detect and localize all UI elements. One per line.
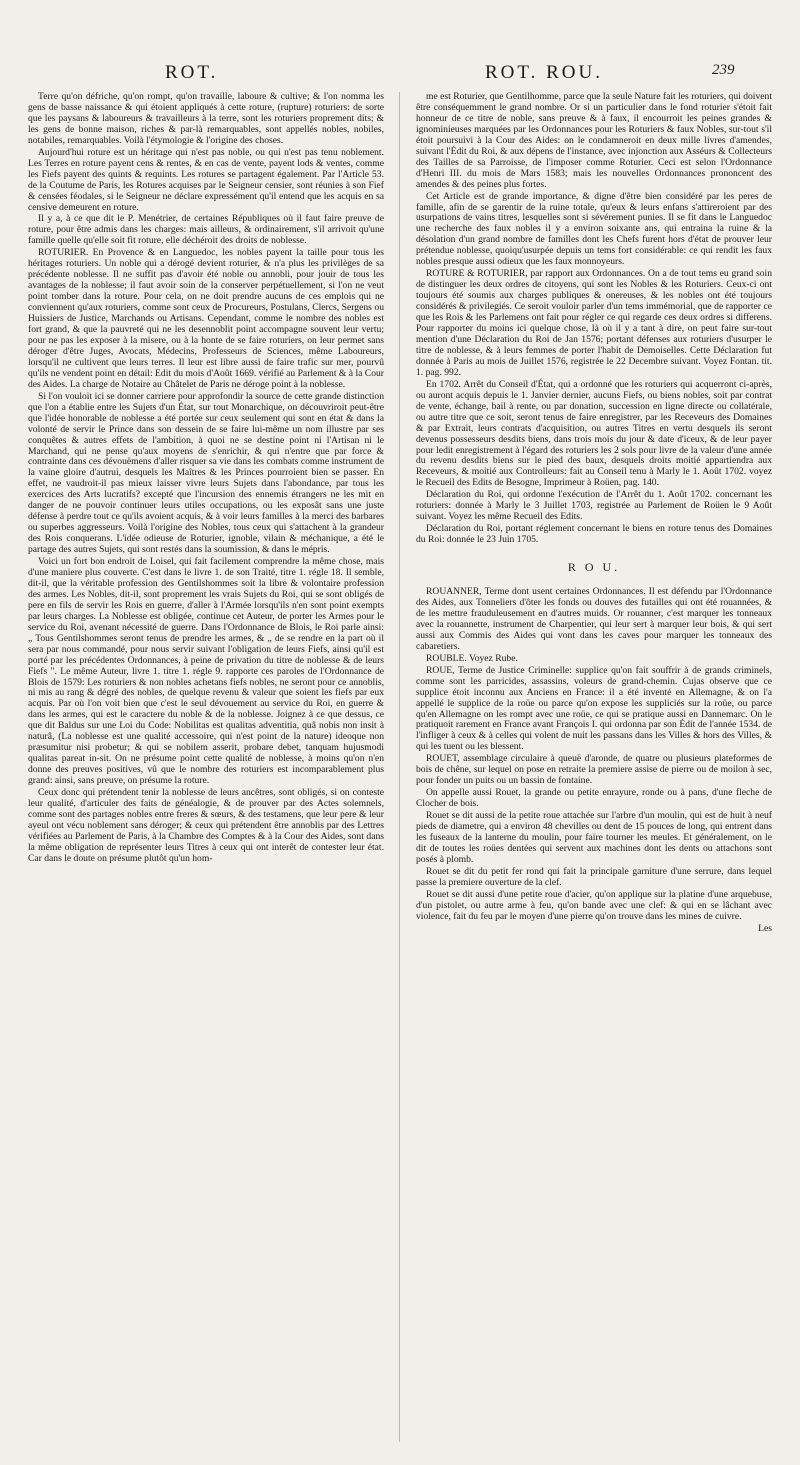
left-column <box>28 92 384 1447</box>
paragraph: Voici un fort bon endroit de Loisel, qui fait facilement comprendre la même chose, mais d'une maniere plus couverte. C'est dans le livre 1. de son Traité, titre 1. régle 18. Il semble, dit-il, que la véritable profession des Gentilshommes soit la libre & volontaire profession des armes. Les Nobles, dit-il, sont proprement les vrais Sujets du Roi, qui se sont obligés de pere en fils de servir les Rois en guerre, d'aller à l'Armée lorsqu'ils n'en sont point exempts par leurs charges. La Noblesse est obligée, continue cet Auteur, de porter les Armes pour le service du Roi, avenant nécessité de guerre. Dans l'Ordonnance de Blois, le Roi parle ainsi: „ Tous Gentilshommes seront tenus de prendre les armes, & „ de se rendre en la part où il sera par nous commandé, pour nous servir suivant l'obligation de leurs Fiefs, ainsi qu'il est porté par les précédentes Ordonnances, à peine de privation du titre de noblesse & de leurs Fiefs ". Le même Auteur, livre 1. titre 1. régle 9. rapporte ces paroles de l'Ordonnance de Blois de 1579: Les roturiers & non nobles achetans fiefs nobles, ne seront pour ce annoblis, ni mis au rang & dégré des nobles, de quelque revenu & valeur que soient les fiefs par eux acquis. Par où l'on voit bien que c'est le seul dévouement au service du Roi, en guerre & dans les armes, qui est le caractere du noble & de la noblesse. Joignez à ce que dessus, ce que dit Baldus sur une Loi du Code: Nobilitas est qualitas adventitia, quâ nobis non insit à naturâ, (La noblesse est une qualité accessoire, qui n'est point de la nature) ideoque non præsumitur nisi probetur; & qui se nobilem asserit, probare debet, tanquam hujusmodi qualitas pareat in-sit. On ne présume point cette qualité de noblesse, à moins qu'on n'en donne des preuves positives, vû que le nombre des roturiers est incomparablement plus grand: ainsi, sans preuve, on présume la roture. <box>28 556 384 787</box>
header-right: ROT. ROU. <box>485 62 603 83</box>
paragraph: ROUBLE. Voyez Rube. <box>426 652 518 664</box>
paragraph: Il y a, à ce que dit le P. Menétrier, de certaines Républiques où il faut faire preuve de roture, pour être admis dans les charges: mais ailleurs, & ordinairement, s'il arrivoit qu'une famille quelle qu'elle soit fit roture, elle déchéroit des droits de noblesse. <box>28 213 384 247</box>
paragraph: Déclaration du Roi, portant réglement concernant le biens en roture tenus des Domaines du Roi: donnée le 23 Juin 1705. <box>416 523 772 546</box>
paragraph: Déclaration du Roi, qui ordonne l'exécution de l'Arrêt du 1. Août 1702. concernant les roturiers: donnée à Marly le 3 Juillet 1703, registrée au Parlement de Roüen le 9 Août suivant. Voyez les même Recueil des Edits. <box>416 489 772 523</box>
right-column <box>416 92 772 1447</box>
page-number: 239 <box>712 62 735 78</box>
paragraph: ROTURIER. En Provence & en Languedoc, les nobles payent la taille pour tous les héritages roturiers. Un noble qui a dérogé devient roturier, & n'a plus les privilèges de sa précédente noblesse. Il ne suffit pas d'avoir été noble ou annobli, pour jouir de tous les avantages de la noblesse; il faut avoir soin de la conserver perpétuellement, si l'on ne veut point tomber dans la roture. Pour cela, on ne doit prendre aucuns de ces emplois qui ne conviennent qu'aux roturiers, comme sont ceux de Procureurs, Postulans, Clercs, Sergens ou Huissiers de Justice, Marchands ou Artisans. Cependant, comme le nombre des nobles est fort grand, & que la pauvreté qui ne les desennoblit point accompagne souvent leur vertu; pour ne pas les exposer à la misere, ou à la honte de se faire roturiers, on leur permet sans déroger d'être Juges, Avocats, Médecins, Professeurs de Sciences, même Laboureurs, lorsqu'il ne cultivent que leurs terres. Il leur est libre aussi de faire trafic sur mer, pourvû qu'ils ne vendent point en détail: Edit du mois d'Août 1669. vérifié au Parlement & à la Cour des Aides. La charge de Notaire au Châtelet de Paris ne déroge point à la noblesse. <box>28 247 384 390</box>
paragraph: me est Roturier, que Gentilhomme, parce que la seule Nature fait les roturiers, qui doivent être conséquemment le grand nombre. Or si un particulier dans le fond roturier s'étoit fait honneur de ce titre de noble, sans preuve & à faux, il encourroit les peines grandes & ignominieuses marquées par les Ordonnances pour les Roturiers & faux Nobles, sur-tout s'il étoit poursuivi à la Cour des Aides: on le condamneroit en deux mille livres d'amendes, suivant l'Édit du Roi, & aux dépens de l'instance, avec injonction aux Asséurs & Collecteurs des Tailles de sa Parroisse, de l'imposer comme Roturier. Ceci est selon l'Ordonnance d'Henri III. du mois de Mars 1583; mais les nouvelles Ordonnances prononcent des amendes & des peines plus fortes. <box>416 92 772 190</box>
paragraph: Ceux donc qui prétendent tenir la noblesse de leurs ancêtres, sont obligés, si on conteste leur qualité, d'articuler des faits de généalogie, & de prouver par des Actes solemnels, comme sont des partages nobles entre freres & sœurs, & des testamens, que leur pere & leur ayeul ont vécu noblement sans déroger; & ceux qui prétendent être annoblis par des Lettres vérifiées au Parlement de Paris, à la Chambre des Comptes & à la Cour des Aides, sont dans la même obligation de représenter leurs Titres à ceux qui ont interêt de contester leur état. Car dans le doute on présume plutôt qu'un hom- <box>28 787 384 864</box>
catchword: Les <box>758 922 772 934</box>
section-heading: R O U. <box>567 560 621 575</box>
paragraph: En 1702. Arrêt du Conseil d'État, qui a ordonné que les roturiers qui acquerront ci-après, ou auront acquis depuis le 1. Janvier dernier, aucuns Fiefs, ou biens nobles, soit par contrat de vente, échange, bail à rente, ou par donation, succession en ligne directe ou collatérale, ou autre titre que ce soit, seront tenus de faire enregistrer, par les Receveurs des Domaines & par Extrait, leurs contrats d'acquisition, ou autres Titres en vertu desquels ils seront devenus possesseurs desdits biens, dans trois mois du jour & date d'iceux, & de leur payer pour ledit enregistrement à l'égard des roturiers les 2 sols pour livre de la valeur d'une année du revenu desdits biens sur le pied des baux, desquels droits moitié appartiendra aux Receveurs, & moitié aux Controlleurs: fait au Conseil tenu à Marly le 1. Août 1702. voyez le Recueil des Edits de Besogne, Imprimeur à Roüen, pag. 140. <box>416 378 772 489</box>
paragraph: Rouet se dit aussi de la petite roue attachée sur l'arbre d'un moulin, qui est de huit à neuf pieds de diametre, qui a environ 48 chevilles ou dent de 15 pouces de long, qui entrent dans les fuseaux de la lanterne du moulin, pour faire tourner les meules. Et généralement, on le dit de toutes les roües dentées qui servent aux machines dont les dents ou attachons sont posés à plomb. <box>416 810 772 865</box>
paragraph: On appelle aussi Rouet, la grande ou petite enrayure, ronde ou à pans, d'une fleche de Clocher de bois. <box>416 787 772 810</box>
paragraph: ROUANNER, Terme dont usent certaines Ordonnances. Il est défendu par l'Ordonnance des Aides, aux Tonneliers d'ôter les fonds ou douves des futailles qui ont été rouannées, & de les mettre frauduleusement en d'autres muids. Or rouanner, c'est marquer les tonneaux avec la rouannette, instrument de Charpentier, qui leur sert à marquer leur bois, & qui sert aussi aux Commis des Aides qui vont dans les caves pour marquer les tonneaux des cabaretiers. <box>416 586 772 652</box>
running-header <box>0 62 800 86</box>
column-divider <box>399 92 400 1442</box>
paragraph: Si l'on vouloit ici se donner carriere pour approfondir la source de cette grande distinction que l'on a établie entre les Sujets d'un État, sur tout Monarchique, on découvriroit peut-être que l'idée honorable de noblesse a été portée sur ceux seulement qui sont en état & dans la volonté de servir le Prince dans son dessein de se faire lui-même un nom illustre par ses conquêtes & autres effets de l'ambition, à quoi ne se destine point ni l'Artisan ni le Marchand, qui ne pense qu'aux moyens de s'enrichir, & qui n'entre que par force & contrainte dans ces dévouëmens d'aller risquer sa vie dans les combats comme instrument de la vaine gloire d'autrui, desquels les Maîtres & les Princes pourroient bien se passer. En effet, ne vaudroit-il pas mieux laisser vivre leurs Sujets dans l'abondance, par tous les exercices des Arts lucratifs? excepté que l'incursion des ennemis étrangers ne les mit en danger de ne pouvoir continuer leurs utiles occupations, ou les exposât sans une juste défense à perdre tout ce qu'ils avoient acquis, & à voir leurs familles à la merci des barbares ou superbes aggresseurs. Voilà l'origine des Nobles, tous ceux qui s'attachent à la grandeur des Rois conquerans. L'idée odieuse de Roturier, ignoble, vilain & méchanique, a été le partage des autres Sujets, qui sont restés dans la soumission, & dans le mépris. <box>28 390 384 556</box>
paragraph: ROTURE & ROTURIER, par rapport aux Ordonnances. On a de tout tems eu grand soin de distinguer les deux ordres de citoyens, qui sont les Nobles & les Roturiers. Ceux-ci ont toujours été soumis aux charges publiques & onereuses, & les nobles ont été toujours considérés & privilegiés. Ce seroit vouloir parler d'un tems immémorial, que de rapporter ce que les Rois & les Parlemens ont fait pour régler ce qui regarde ces deux ordres si differens. Pour rapporter du moins ici quelque chose, là où il y a tant à dire, on peut faire sur-tout mention d'une Déclaration du Roi de Jan 1576; portant défenses aux roturiers d'usurper le titre de noblesse, & à leurs femmes de porter l'habit de Demoiselles. Cette Déclaration fut donnée à Paris au mois de Juillet 1576, registrée le 22 Decembre suivant. Voyez Fontan. tit. 1. pag. 992. <box>416 268 772 378</box>
paragraph: ROUET, assemblage circulaire à queuë d'aronde, de quatre ou plusieurs plateformes de bois de chêne, sur lequel on pose en retraite la premiere assise de pierre ou de moilon à sec, pour fonder un puits ou un bassin de fontaine. <box>416 753 772 787</box>
paragraph: Rouet se dit du petit fer rond qui fait la principale garniture d'une serrure, dans lequel passe la premiere ouverture de la clef. <box>416 865 772 888</box>
paragraph: ROUE, Terme de Justice Criminelle: supplice qu'on fait souffrir à de grands criminels, comme sont les parricides, assassins, voleurs de grand-chemin. Cujas observe que ce supplice étoit inconnu aux Anciens en France: il a été inventé en Allemagne, & on l'a appellé le supplice de la roüe ou parce qu'on expose les suppliciés sur la roüe, ou parce qu'en Allemagne on les rompt avec une roüe, ce qui se pratique aussi en Dannemarc. On le pratiquoit rarement en France avant François I. qui ordonna par son Édit de l'année 1534. de l'infliger à ceux & à celles qui volent de nuit les passans dans les Villes & hors des Villes, & qui les tuent ou les blessent. <box>416 664 772 753</box>
paragraph: Cet Article est de grande importance, & digne d'être bien considéré par les peres de famille, afin de se garentir de la ruine totale, qu'eux & leurs enfans s'attireroient par des usurpations de vains titres, lesquelles sont si sévérement punies. Il se fit dans le Languedoc une recherche des faux nobles il y a environ soixante ans, qui entraina la ruine & la désolation d'un grand nombre de familles dont les Chefs furent hors d'état de prouver leur prétendue noblesse, quoiqu'usurpée depuis un tems fort considérable: ce qui rendit les faux nobles presque aussi odieux que les faux monnoyeurs. <box>416 190 772 268</box>
paragraph: Aujourd'hui roture est un héritage qui n'est pas noble, ou qui n'est pas tenu noblement. Les Terres en roture payent cens & rentes, & en cas de vente, payent lods & ventes, comme les Fiefs payent des quints & requints. Les rotures se partagent également. Par l'Article 53. de la Coutume de Paris, les Rotures acquises par le Seigneur censier, sont réunies à son Fief & censées féodales, si le Seigneur ne déclare expressément qu'il entend que les acquis en sa censive demeurent en roture. <box>28 146 384 213</box>
paragraph: Rouet se dit aussi d'une petite roue d'acier, qu'on applique sur la platine d'une arquebuse, d'un pistolet, ou autre arme à feu, qu'on bande avec une clef: & qui en se lâchant avec violence, fait du feu par le moyen d'une pierre qu'on trouve dans les mines de cuivre. <box>416 888 772 922</box>
header-left: ROT. <box>165 62 219 83</box>
paragraph: Terre qu'on défriche, qu'on rompt, qu'on travaille, laboure & cultive; & l'on nomma les gens de basse naissance & qui étoient appliqués à cette roture, (rupture) roturiers: de sorte que les paysans & laboureurs & travailleurs à la terre, sont les roturiers proprement dits; & les gens de bonne maison, riches & par-là remarquables, sont appellés nobles, nobiles, notabiles, remarquables. Voilà l'étymologie & l'origine des choses. <box>28 92 384 146</box>
